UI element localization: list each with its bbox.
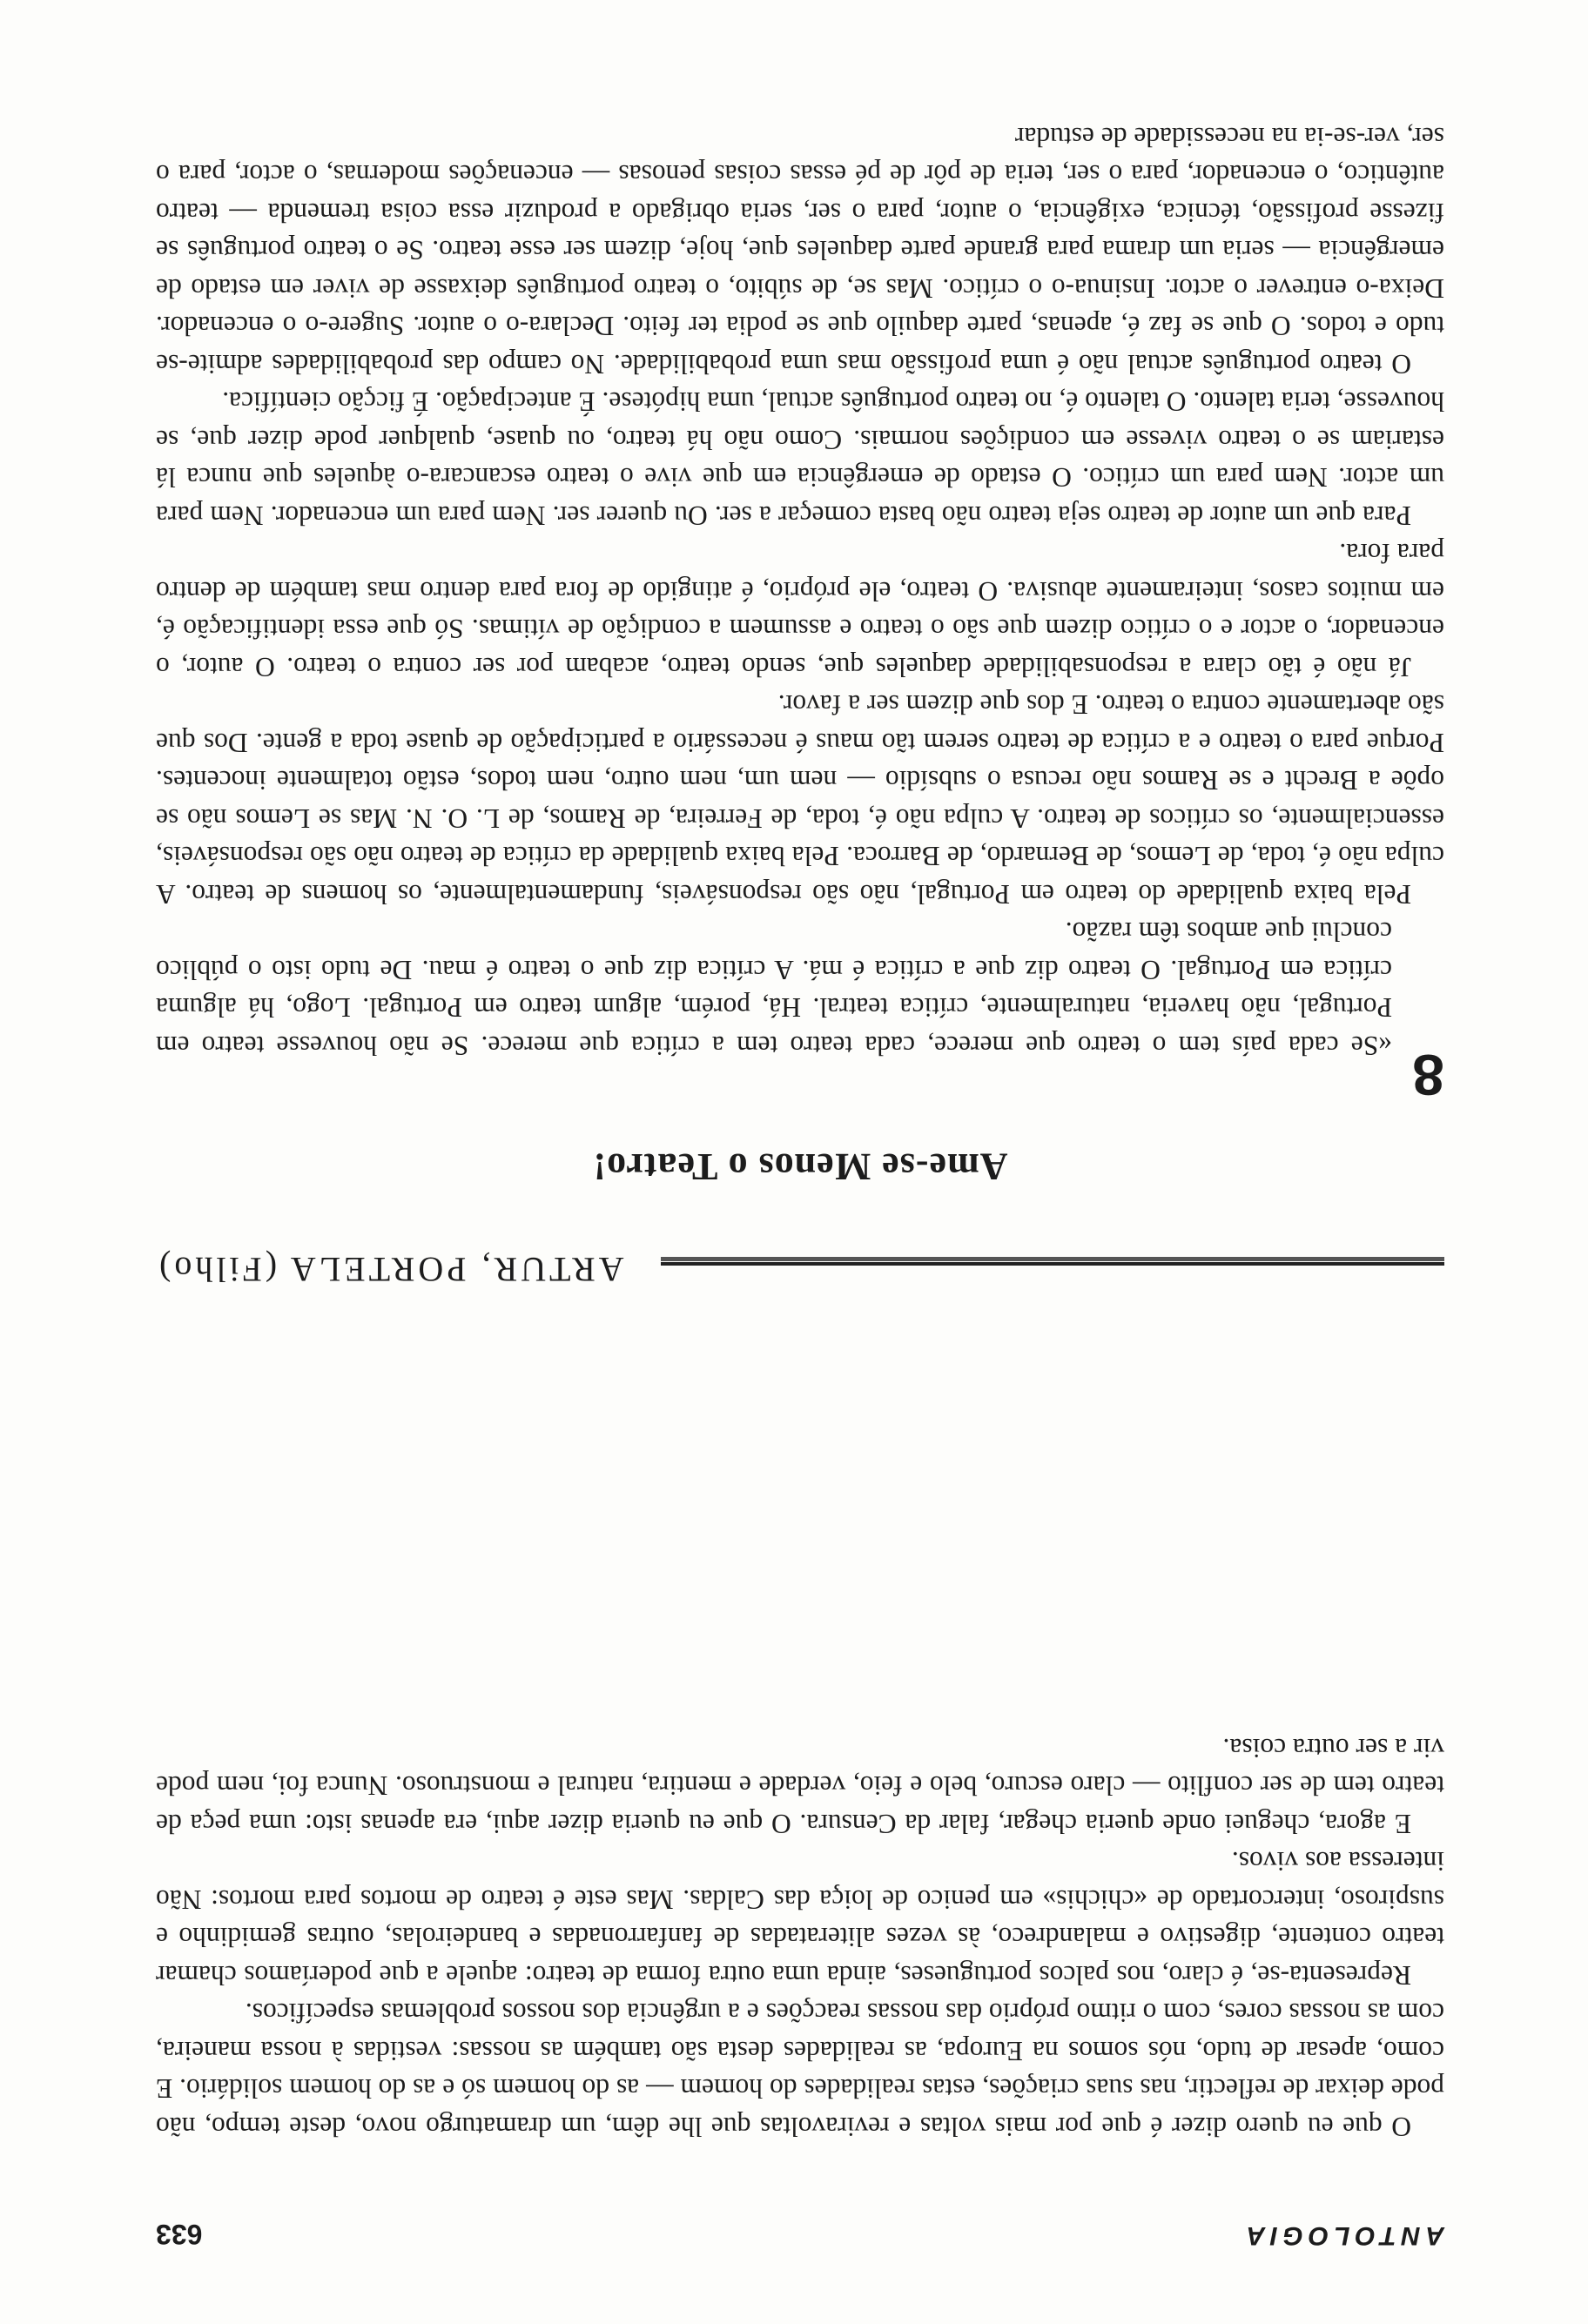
author-line (156, 1236, 1444, 1288)
article (156, 118, 1444, 1289)
paragraph: Pela baixa qualidade do teatro em Portugal, não são responsáveis, fundamentalmente, os homens de teatro. A culpa não é, toda, de Lemos, de Bernardo, de Barroca. Pela baixa qualidade da crítica de teatro não são responsáveis, essencialmente, os críticos de teatro. A culpa não é, toda, de Ferreira, de Ramos, de L. O. N. Mas se Lemos não se opõe a Brecht e se Ramos não recusa o subsídio — nem um, nem outro, nem todos, estão totalmente inocentes. Porque para o teatro e a crítica de teatro serem tão maus é necessário a participação de quase toda a gente. Dos que são abertamente contra o teatro. E dos que dizem ser a favor. (156, 689, 1444, 910)
running-title: ANTOLOGIA (1241, 2221, 1444, 2250)
paragraph: Para que um autor de teatro seja teatro não basta começar a ser. Ou querer ser. Nem para um encenador. Nem para um actor. Nem para um crítico. O estado de emergência em que vive o teatro escancara-o àqueles que nunca lá estariam se o teatro vivesse em condições normais. Como não há teatro, ou quase, qualquer pode dizer que, se houvesse, teria talento. O talento é, no teatro português actual, uma hipótese. É antecipação. É ficção científica. (156, 386, 1444, 531)
running-header (156, 2215, 1444, 2250)
paragraph: O que eu quero dizer é que por mais voltas e reviravoltas que lhe dêm, um dramaturgo novo, deste tempo, não pode deixar de reflectir, nas suas criações, estas realidades do homem — as do homem só e as do homem solidário. E como, apesar de tudo, nós somos na Europa, as realidades desta são também as nossas: vestidas à nossa maneira, com as nossas cores, com o ritmo próprio das nossas reacções e a urgência dos nossos problemas específicos. (156, 1998, 1444, 2142)
paragraph: «Se cada país tem o teatro que merece, cada teatro tem a crítica que merece. Se não houvesse teatro em Portugal, não haveria, naturalmente, crítica teatral. Há, porém, algum teatro em Portugal. Logo, há alguma crítica em Portugal. O teatro diz que a crítica é má. A crítica diz que o teatro é mau. De tudo isto o público conclui que ambos têm razão. (156, 917, 1392, 1061)
paragraph: O teatro português actual não é uma profissão mas uma probabilidade. No campo das probabilidades admite-se tudo e todos. O que se faz é, apenas, parte daquilo que se podia ter feito. Declara-o o autor. Sugere-o o encenador. Deixa-o entrever o actor. Insinua-o o crítico. Mas se, de súbito, o teatro português deixasse de viver em estado de emergência — seria um drama para grande parte daqueles que, hoje, dizem ser esse teatro. Se o teatro português se fizesse profissão, técnica, exigência, o autor, para o ser, seria obrigado a produzir essa coisa tremenda — teatro autêntico, o encenador, para o ser, teria de pôr de pé essas coisas penosas — encenações modernas, o actor, para o ser, ver-se-ia na necessidade de estudar (156, 122, 1444, 379)
paragraph: Representa-se, é claro, nos palcos portugueses, ainda uma outra forma de teatro: aquele a que poderíamos chamar teatro contente, digestivo e malandreco, às vezes aliteratadas de fanfarronadas e bandeirolas, outras gemidinho e suspiroso, intercortado de «chichis» em penico de loiça das Caldas. Mas este é teatro de mortos para mortos: Não interessa aos vivos. (156, 1846, 1444, 1991)
article-body (156, 118, 1444, 1065)
article-header (156, 1043, 1444, 1289)
paragraph: Já não é tão clara a responsabilidade daqueles que, sendo teatro, acabam por ser contra o teatro. O autor, o encenador, o actor e o crítico dizem que são o teatro e assumem a condição de vítimas. Só que essa identificação é, em muitos casos, inteiramente abusiva. O teatro, ele próprio, é atingido de fora para dentro mas também de dentro para fora. (156, 538, 1444, 682)
intro-text (156, 1730, 1444, 2146)
author-name: ARTUR, PORTELA (Filho) (156, 1250, 624, 1289)
paragraph: E agora, cheguei onde queria chegar, falar da Censura. O que eu queria dizer aqui, era apenas isto: uma peça de teatro tem de ser conflito — claro escuro, belo e feio, verdade e mentira, natural e monstruoso. Nunca foi, nem pode vir a ser outra coisa. (156, 1733, 1444, 1839)
author-rule (661, 1257, 1444, 1266)
article-title: Ame-se Menos o Teatro! (592, 1145, 1008, 1188)
article-number: 8 (1412, 1043, 1444, 1107)
page-number: 633 (156, 2219, 203, 2250)
